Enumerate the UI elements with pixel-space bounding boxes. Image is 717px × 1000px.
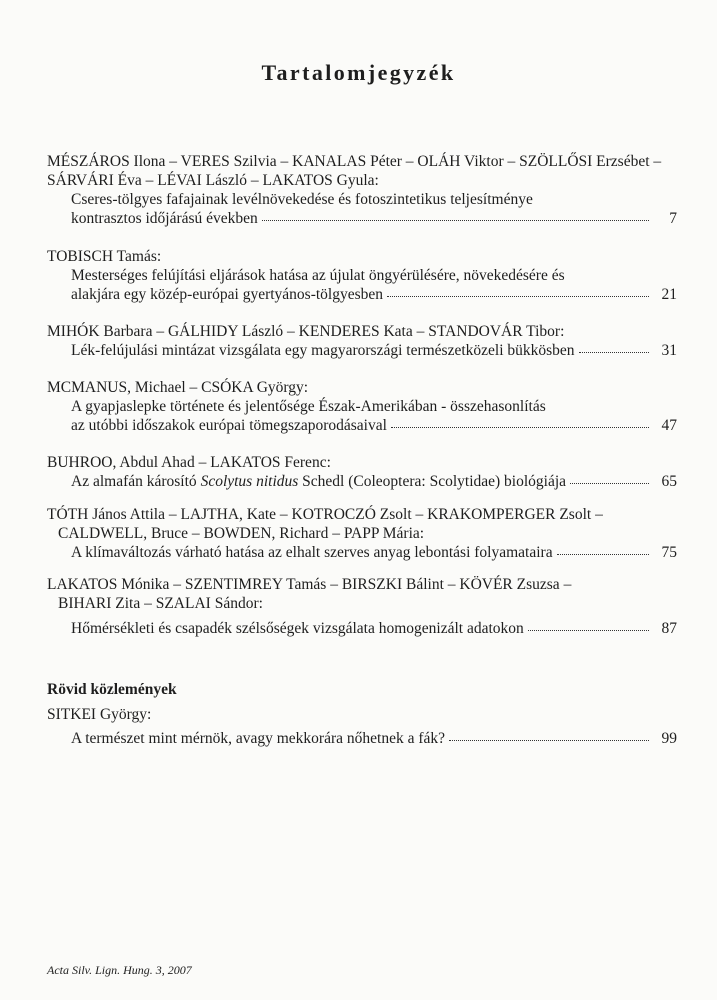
toc-entry	[47, 575, 677, 638]
leader-dots	[579, 351, 649, 353]
journal-footer: Acta Silv. Lign. Hung. 3, 2007	[47, 963, 192, 977]
entry-title-line: Cseres-tölgyes fafajainak levélnövekedése és fotoszintetikus teljesítménye	[71, 191, 533, 208]
section-heading: Rövid közlemények	[47, 681, 177, 698]
entry-title-line: Lék-felújulási mintázat vizsgálata egy magyarországi természetközeli bükkösben 31	[71, 342, 677, 359]
page-number: 99	[661, 730, 677, 747]
leader-dots	[391, 426, 649, 428]
leader-dots	[570, 482, 649, 484]
entry-authors	[47, 453, 677, 472]
entry-authors	[47, 505, 677, 543]
page-number: 21	[661, 286, 677, 303]
author-line: BUHROO, Abdul Ahad – LAKATOS Ferenc:	[47, 454, 331, 471]
leader-dots	[262, 219, 649, 221]
author-line: LAKATOS Mónika – SZENTIMREY Tamás – BIRSZKI Bálint – KÖVÉR Zsuzsa –	[47, 576, 572, 593]
author-line: MIHÓK Barbara – GÁLHIDY László – KENDERES Kata – STANDOVÁR Tibor:	[47, 323, 565, 340]
leader-dots	[528, 629, 649, 631]
toc-entry	[47, 152, 677, 228]
leader-dots	[557, 553, 649, 555]
entry-title-line: Hőmérsékleti és csapadék szélsőségek vizsgálata homogenizált adatokon 87	[71, 620, 677, 637]
toc-entry	[47, 453, 677, 491]
author-line: MÉSZÁROS Ilona – VERES Szilvia – KANALAS Péter – OLÁH Viktor – SZÖLLŐSI Erzsébet –	[47, 153, 662, 170]
entry-authors	[47, 705, 677, 724]
page-number: 75	[661, 544, 677, 561]
toc-entry	[47, 705, 677, 748]
author-line: TOBISCH Tamás:	[47, 248, 162, 265]
author-line: MCMANUS, Michael – CSÓKA György:	[47, 379, 309, 396]
leader-dots	[387, 295, 649, 297]
toc-entry	[47, 322, 677, 360]
author-line: TÓTH János Attila – LAJTHA, Kate – KOTROCZÓ Zsolt – KRAKOMPERGER Zsolt –	[47, 506, 603, 523]
page-number: 31	[661, 342, 677, 359]
page-number: 7	[669, 210, 677, 227]
toc-entry	[47, 378, 677, 435]
author-line: SITKEI György:	[47, 706, 152, 723]
entry-authors	[47, 322, 677, 341]
entry-title-line: Az almafán károsító Scolytus nitidus Schedl (Coleoptera: Scolytidae) biológiája 65	[71, 473, 677, 490]
entry-title-line: az utóbbi időszakok európai tömegszaporodásaival 47	[71, 417, 677, 434]
page-number: 65	[661, 473, 677, 490]
species-name: Scolytus nitidus	[200, 473, 299, 490]
entry-title-line: kontrasztos időjárású években 7	[71, 210, 677, 227]
leader-dots	[449, 739, 649, 741]
entry-title-line: Mesterséges felújítási eljárások hatása az újulat öngyérülésére, növekedésére és	[71, 267, 565, 284]
page-number: 87	[661, 620, 677, 637]
entry-title-line: A gyapjaslepke története és jelentősége Észak-Amerikában - összehasonlítás	[71, 398, 546, 415]
entry-title-line: alakjára egy közép-európai gyertyános-tölgyesben 21	[71, 286, 677, 303]
entry-authors	[47, 247, 677, 266]
entry-authors	[47, 152, 677, 190]
page-number: 47	[661, 417, 677, 434]
author-line: BIHARI Zita – SZALAI Sándor:	[58, 595, 263, 612]
entry-title-line: A klímaváltozás várható hatása az elhalt szerves anyag lebontási folyamataira 75	[71, 544, 677, 561]
author-line: CALDWELL, Bruce – BOWDEN, Richard – PAPP Mária:	[58, 525, 425, 542]
entry-title-line: A természet mint mérnök, avagy mekkorára nőhetnek a fák? 99	[71, 730, 677, 747]
entry-authors	[47, 378, 677, 397]
toc-entry	[47, 505, 677, 562]
entry-authors	[47, 575, 677, 613]
toc-entry	[47, 247, 677, 304]
author-line: SÁRVÁRI Éva – LÉVAI László – LAKATOS Gyula:	[47, 172, 379, 189]
page-title: Tartalomjegyzék	[261, 60, 456, 85]
